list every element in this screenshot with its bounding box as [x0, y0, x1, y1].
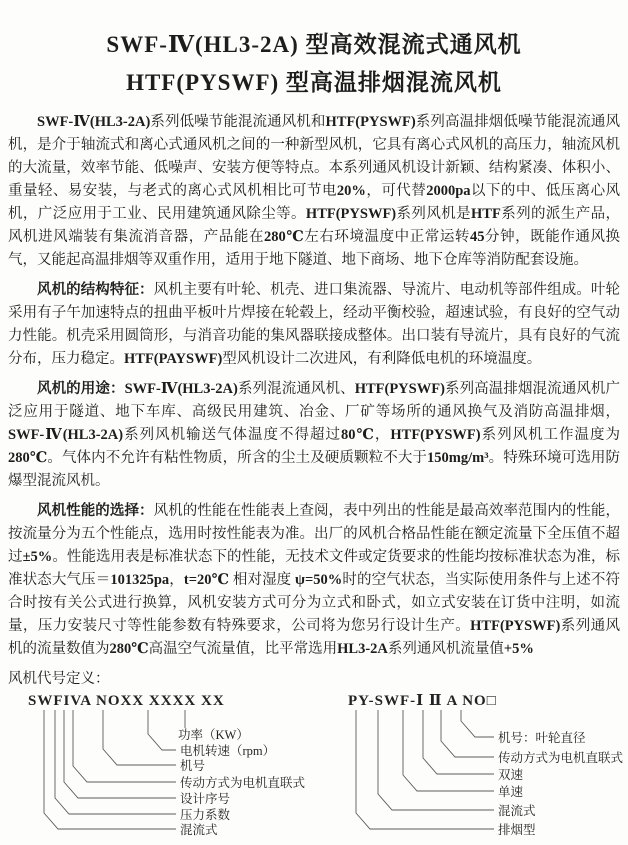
page-title-line-1: SWF-Ⅳ(HL3-2A) 型高效混流式通风机 [106, 32, 522, 57]
text-segment: HTF(PYSWF) [325, 114, 416, 130]
diagram-label: 传动方式为电机直联式 [180, 776, 306, 790]
text-segment: 45 [469, 229, 485, 245]
text-segment: 相对湿度 [229, 572, 296, 588]
text-segment: 型风机设计二次进风，有利降低电机的环境温度。 [222, 351, 542, 367]
text-segment: 以下的中、低压离心风机，广泛应用于工业、民用建筑通风除尘等。 [8, 183, 621, 222]
model-code-pyswf: PY-SWF-Ⅰ Ⅱ A NO□ [348, 693, 497, 709]
text-segment: 分钟，既能作通风换气，又能起高温排烟等双重作用，适用于地下隧道、地下商场、地下仓库等消防配套设施。 [8, 229, 621, 268]
text-segment: HTF(PYSWF) [354, 381, 445, 397]
text-segment: ψ=50% [295, 572, 343, 588]
diagram-label: 设计序号 [180, 792, 231, 806]
text-segment: 风机性能的选择： [37, 503, 154, 519]
text-segment: 系列高温排烟低噪节能混流通风机，是介于轴流式和离心式通风机之间的一种新型风机，它具有离心式风机的高压力，轴流风机的大流量，效率节能、低噪声、安装方便等特点。本系列通风机设计新颖、结构紧凑、体积小、重量轻、易安装，与老式的离心式风机相比可节电 [8, 114, 620, 199]
text-segment: ， [374, 427, 391, 443]
text-segment: 风机的用途： [37, 381, 125, 397]
code-diagram-pyswf [338, 692, 628, 845]
model-code-swf: SWFIVA NOXX XXXX XX [28, 693, 225, 709]
connector-line [423, 710, 494, 774]
connector-line [64, 710, 176, 798]
text-segment: 。气体内不允许有粘性物质，所含的尘土及硬质颗粒不大于 [47, 450, 428, 466]
text-segment: HTF(PAYSWF) [124, 351, 223, 367]
text-segment: 左右环境温度中正常运转 [304, 229, 470, 245]
text-segment: 80℃ [341, 427, 375, 443]
text-segment: 。性能选用表是标准状态下的性能，无技术文件或定货要求的性能均按标准状态为准，标准状态大气压＝ [8, 549, 621, 588]
text-segment: 2000pa [426, 183, 471, 199]
text-segment: HTF(PYSWF) [470, 618, 561, 634]
connector-line [148, 710, 176, 750]
text-segment: HL3-2A [337, 641, 388, 657]
diagram-label: 混流式 [498, 804, 536, 818]
diagram-label: 混流式 [180, 823, 218, 837]
paragraph-performance-selection [8, 500, 620, 661]
text-segment: 20% [336, 183, 366, 199]
diagram-label: 双速 [498, 768, 524, 782]
diagram-label: 排烟型 [498, 823, 536, 837]
diagram-label: 电机转速（rpm） [180, 744, 276, 758]
text-segment: SWF-Ⅳ(HL3-2A) [8, 427, 124, 443]
text-segment: HTF(PYSWF) [390, 427, 481, 443]
diagram-label: 压力系数 [180, 808, 231, 822]
paragraph-usage [8, 378, 620, 493]
model-code-diagrams [8, 692, 624, 845]
connector-line [403, 710, 494, 791]
connector-line [461, 710, 494, 737]
connector-line [441, 710, 494, 757]
text-segment: 系列混流通风机、 [237, 381, 355, 397]
text-segment: 系列的派生产品，风机进风端装有集流消音器，产品能在 [8, 206, 621, 245]
code-definition-heading: 风机代号定义： [8, 671, 110, 687]
text-segment: 系列通风机的流量数值为 [8, 618, 621, 657]
paragraph-intro [8, 111, 620, 272]
text-segment: HTF [471, 206, 501, 222]
page-title-line-2: HTF(PYSWF) 型高温排烟混流风机 [126, 70, 502, 95]
text-segment: SWF-Ⅳ(HL3-2A) [37, 114, 151, 130]
text-segment: ，可代替 [365, 183, 427, 199]
code-diagram-pyswf-svg [338, 692, 628, 845]
text-segment: 系列风机工作温度为 [480, 427, 621, 443]
paragraph-structure-features [8, 279, 620, 371]
text-segment: 280℃ [264, 229, 305, 245]
text-segment: HTF(PYSWF) [305, 206, 397, 222]
text-segment: 280℃ [8, 450, 48, 466]
text-segment: 150mg/m³ [427, 450, 489, 466]
diagram-label: 传动方式为电机直联式 [498, 751, 624, 765]
diagram-label: 单速 [498, 785, 524, 799]
connector-line [103, 710, 176, 765]
text-segment: 风机主要有叶轮、机壳、进口集流器、导流片、电动机等部件组成。叶轮采用有子午加速特点的扭曲平板叶片焊接在轮毂上，经动平衡校验，超速试验，有良好的空气动力性能。机壳采用圆筒形，与消音功能的集风器联接成整体。出口装有导流片，具有良好的气流分布，压力稳定。 [8, 282, 621, 367]
connector-line [378, 710, 494, 810]
text-segment: 101325pa [110, 572, 170, 588]
text-segment: ±5% [22, 549, 53, 565]
diagram-label: 机号：叶轮直径 [498, 731, 586, 745]
text-segment: +5% [503, 641, 534, 657]
text-segment: 系列低噪节能混流通风机和 [150, 114, 326, 130]
text-segment: SWF-Ⅳ(HL3-2A) [124, 381, 238, 397]
text-segment: ， [169, 572, 184, 588]
text-segment: 。特殊环境可选用防爆型混流风机。 [8, 450, 621, 489]
text-segment: 系列风机是 [396, 206, 472, 222]
code-diagram-swf [8, 692, 338, 845]
connector-line [356, 710, 494, 829]
text-segment: 系列风机输送气体温度不得超过 [123, 427, 341, 443]
text-segment: t=20℃ [183, 572, 230, 588]
diagram-label: 功率（KW） [178, 728, 249, 742]
code-diagram-swf-svg [8, 692, 338, 845]
text-segment: 280℃ [109, 641, 149, 657]
diagram-label: 机号 [180, 759, 206, 773]
text-segment: 风机的结构特征： [37, 282, 154, 298]
text-segment: 风机的性能在性能表上查阅，表中列出的性能是最高效率范围内的性能，按流量分为五个性能点，选用时按性能表为准。出厂的风机合格品性能在额定流量下全压值不超过 [8, 503, 621, 565]
text-segment: 时的空气状态，当实际使用条件与上述不符合时按有关公式进行换算，风机安装方式可分为立式和卧式，如立式安装在订货中注明，如流量，压力安装尺寸等性能参数有特殊要求，公司将为您另行设计生产。 [8, 572, 621, 634]
text-segment: 系列高温排烟混流通风机广泛应用于隧道、地下车库、高级民用建筑、冶金、厂矿等场所的通风换气及消防高温排烟， [8, 381, 621, 420]
text-segment: 高温空气流量值，比平常选用 [148, 641, 338, 657]
text-segment: 系列通风机流量值 [387, 641, 504, 657]
connector-line [73, 710, 176, 782]
